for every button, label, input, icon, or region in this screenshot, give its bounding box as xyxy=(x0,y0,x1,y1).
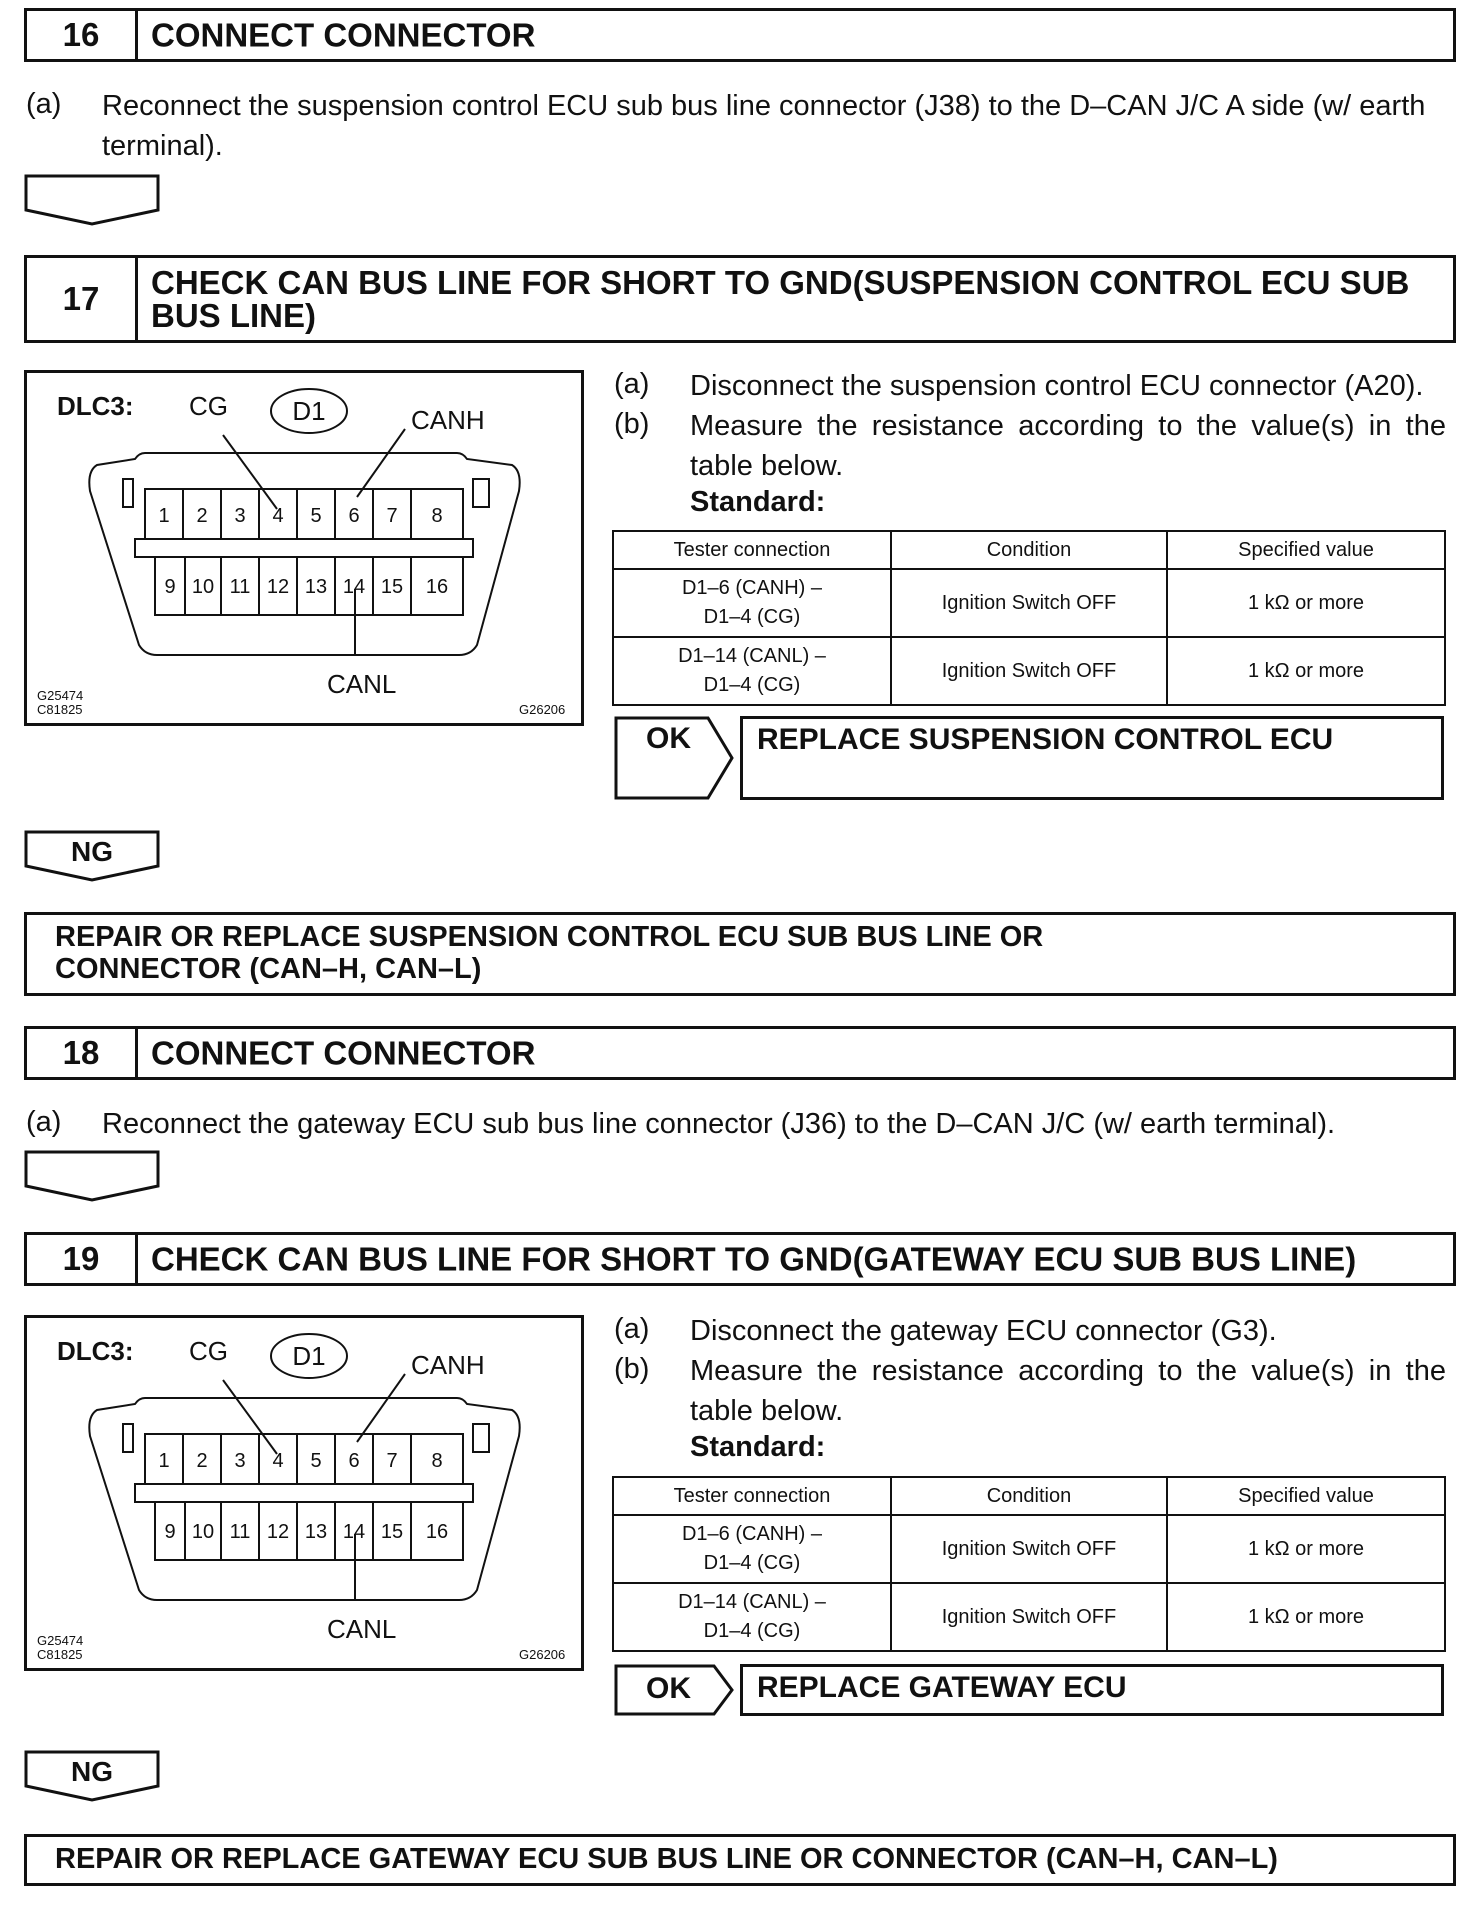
instruction-letter: (a) xyxy=(614,368,650,400)
step-number: 18 xyxy=(27,1029,138,1077)
pin-label: 2 xyxy=(196,505,208,527)
tester-connection: D1–4 (CG) xyxy=(703,1620,801,1642)
diagram-title: DLC3: xyxy=(57,1336,134,1366)
condition-cell: Ignition Switch OFF xyxy=(891,1515,1167,1583)
ng-label: NG xyxy=(71,836,113,867)
continue-arrow xyxy=(24,1150,160,1202)
d1-label: D1 xyxy=(292,1341,326,1371)
value-cell: 1 kΩ or more xyxy=(1167,1583,1445,1651)
pin-label: 12 xyxy=(266,576,290,598)
ng-result-box xyxy=(24,1834,1456,1886)
step-number: 16 xyxy=(27,11,138,59)
instruction-letter: (a) xyxy=(614,1313,650,1345)
ok-result-box xyxy=(740,716,1444,800)
figure-code: C81825 xyxy=(37,1647,83,1662)
step-17-header xyxy=(24,255,1456,343)
pin-label: 5 xyxy=(310,1450,322,1472)
tester-connection: D1–14 (CANL) – xyxy=(678,645,826,667)
canl-label: CANL xyxy=(327,1614,397,1644)
pin-label: 14 xyxy=(342,576,366,598)
ok-result-text: REPLACE GATEWAY ECU xyxy=(757,1671,1127,1704)
pin-label: 13 xyxy=(304,576,328,598)
pin-label: 2 xyxy=(196,1450,208,1472)
table-header: Specified value xyxy=(1167,1477,1445,1515)
ok-label: OK xyxy=(646,1672,691,1705)
pin-label: 4 xyxy=(272,505,284,527)
d1-label: D1 xyxy=(292,396,326,426)
continue-arrow xyxy=(24,174,160,226)
pin-label: 13 xyxy=(304,1521,328,1543)
dlc3-connector-diagram xyxy=(24,370,584,726)
pin-label: 7 xyxy=(386,505,398,527)
table-header: Specified value xyxy=(1167,531,1445,569)
ng-branch xyxy=(24,1750,160,1802)
standard-label: Standard: xyxy=(690,486,826,518)
step-16-header xyxy=(24,8,1456,62)
step-number: 17 xyxy=(27,258,138,340)
tester-connection: D1–6 (CANH) – xyxy=(681,577,823,599)
figure-code: G25474 xyxy=(37,688,84,703)
pin-label: 6 xyxy=(348,1450,360,1472)
step-number: 19 xyxy=(27,1235,138,1283)
figure-code: G26206 xyxy=(519,1647,566,1662)
ng-result-box xyxy=(24,912,1456,996)
instruction-text: Measure the resistance according to the value(s) in the table below. xyxy=(690,410,1446,482)
ng-branch xyxy=(24,830,160,882)
pin-label: 5 xyxy=(310,505,322,527)
ng-label: NG xyxy=(71,1756,113,1787)
pin-label: 16 xyxy=(425,576,449,598)
spec-table xyxy=(612,1476,1446,1652)
pin-label: 11 xyxy=(229,1521,251,1543)
spec-table xyxy=(612,530,1446,706)
instruction-letter: (a) xyxy=(26,1106,62,1138)
pin-label: 11 xyxy=(229,576,251,598)
step-19-header xyxy=(24,1232,1456,1286)
down-arrow-box-icon xyxy=(24,1150,160,1202)
value-cell: 1 kΩ or more xyxy=(1167,1515,1445,1583)
instruction-text: Reconnect the suspension control ECU sub bus line connector (J38) to the D–CAN J/C A side (w/ earth terminal). xyxy=(102,90,1426,162)
pin-label: 15 xyxy=(380,1521,404,1543)
pin-label: 3 xyxy=(234,505,246,527)
cg-label: CG xyxy=(189,391,228,421)
table-header: Tester connection xyxy=(613,531,891,569)
ok-result-text: REPLACE SUSPENSION CONTROL ECU xyxy=(757,723,1334,756)
pin-label: 1 xyxy=(158,505,170,527)
dlc3-connector-diagram xyxy=(24,1315,584,1671)
ng-result-text: REPAIR OR REPLACE GATEWAY ECU SUB BUS LINE OR CONNECTOR (CAN–H, CAN–L) xyxy=(55,1843,1278,1875)
pin-label: 3 xyxy=(234,1450,246,1472)
step-title: CONNECT CONNECTOR xyxy=(151,1034,536,1072)
step-title: CHECK CAN BUS LINE FOR SHORT TO GND(SUSPENSION CONTROL ECU SUB BUS LINE) xyxy=(151,264,1410,334)
table-header: Condition xyxy=(891,1477,1167,1515)
step-title: CHECK CAN BUS LINE FOR SHORT TO GND(GATEWAY ECU SUB BUS LINE) xyxy=(151,1240,1357,1278)
canh-label: CANH xyxy=(411,1350,485,1380)
ng-result-text: REPAIR OR REPLACE SUSPENSION CONTROL ECU SUB BUS LINE OR CONNECTOR (CAN–H, CAN–L) xyxy=(55,921,1044,985)
pin-label: 14 xyxy=(342,1521,366,1543)
canh-label: CANH xyxy=(411,405,485,435)
pin-label: 9 xyxy=(164,576,176,598)
pin-label: 12 xyxy=(266,1521,290,1543)
instruction-text: Measure the resistance according to the value(s) in the table below. xyxy=(690,1355,1446,1427)
figure-code: C81825 xyxy=(37,702,83,717)
instruction-letter: (b) xyxy=(614,408,650,440)
standard-label: Standard: xyxy=(690,1431,826,1463)
value-cell: 1 kΩ or more xyxy=(1167,569,1445,637)
pin-label: 7 xyxy=(386,1450,398,1472)
figure-code: G26206 xyxy=(519,702,566,717)
ok-branch xyxy=(614,1664,734,1716)
dlc3-connector-figure xyxy=(27,373,581,723)
table-header: Tester connection xyxy=(613,1477,891,1515)
pin-label: 8 xyxy=(431,505,443,527)
step-18-header xyxy=(24,1026,1456,1080)
tester-connection: D1–14 (CANL) – xyxy=(678,1591,826,1613)
condition-cell: Ignition Switch OFF xyxy=(891,569,1167,637)
tester-connection: D1–4 (CG) xyxy=(703,1552,801,1574)
value-cell: 1 kΩ or more xyxy=(1167,637,1445,705)
canl-label: CANL xyxy=(327,669,397,699)
ok-label: OK xyxy=(646,722,691,755)
instruction-text: Reconnect the gateway ECU sub bus line connector (J36) to the D–CAN J/C (w/ earth terminal). xyxy=(102,1108,1336,1140)
condition-cell: Ignition Switch OFF xyxy=(891,1583,1167,1651)
ok-branch xyxy=(614,716,734,800)
step-title: CONNECT CONNECTOR xyxy=(151,16,536,54)
figure-code: G25474 xyxy=(37,1633,84,1648)
instruction-letter: (a) xyxy=(26,88,62,120)
ok-result-box xyxy=(740,1664,1444,1716)
pin-label: 10 xyxy=(191,576,215,598)
pin-label: 16 xyxy=(425,1521,449,1543)
condition-cell: Ignition Switch OFF xyxy=(891,637,1167,705)
pin-label: 15 xyxy=(380,576,404,598)
instruction-letter: (b) xyxy=(614,1353,650,1385)
instruction-text: Disconnect the suspension control ECU connector (A20). xyxy=(690,370,1424,402)
cg-label: CG xyxy=(189,1336,228,1366)
down-arrow-box-icon xyxy=(24,174,160,226)
tester-connection: D1–6 (CANH) – xyxy=(681,1523,823,1545)
pin-label: 1 xyxy=(158,1450,170,1472)
dlc3-connector-figure xyxy=(27,1318,581,1668)
table-row xyxy=(613,1515,1445,1583)
pin-label: 8 xyxy=(431,1450,443,1472)
table-header: Condition xyxy=(891,531,1167,569)
table-row xyxy=(613,1583,1445,1651)
pin-label: 4 xyxy=(272,1450,284,1472)
table-row xyxy=(613,569,1445,637)
tester-connection: D1–4 (CG) xyxy=(703,606,801,628)
pin-label: 10 xyxy=(191,1521,215,1543)
diagram-title: DLC3: xyxy=(57,391,134,421)
pin-label: 6 xyxy=(348,505,360,527)
pin-label: 9 xyxy=(164,1521,176,1543)
tester-connection: D1–4 (CG) xyxy=(703,674,801,696)
table-row xyxy=(613,637,1445,705)
instruction-text: Disconnect the gateway ECU connector (G3). xyxy=(690,1315,1277,1347)
